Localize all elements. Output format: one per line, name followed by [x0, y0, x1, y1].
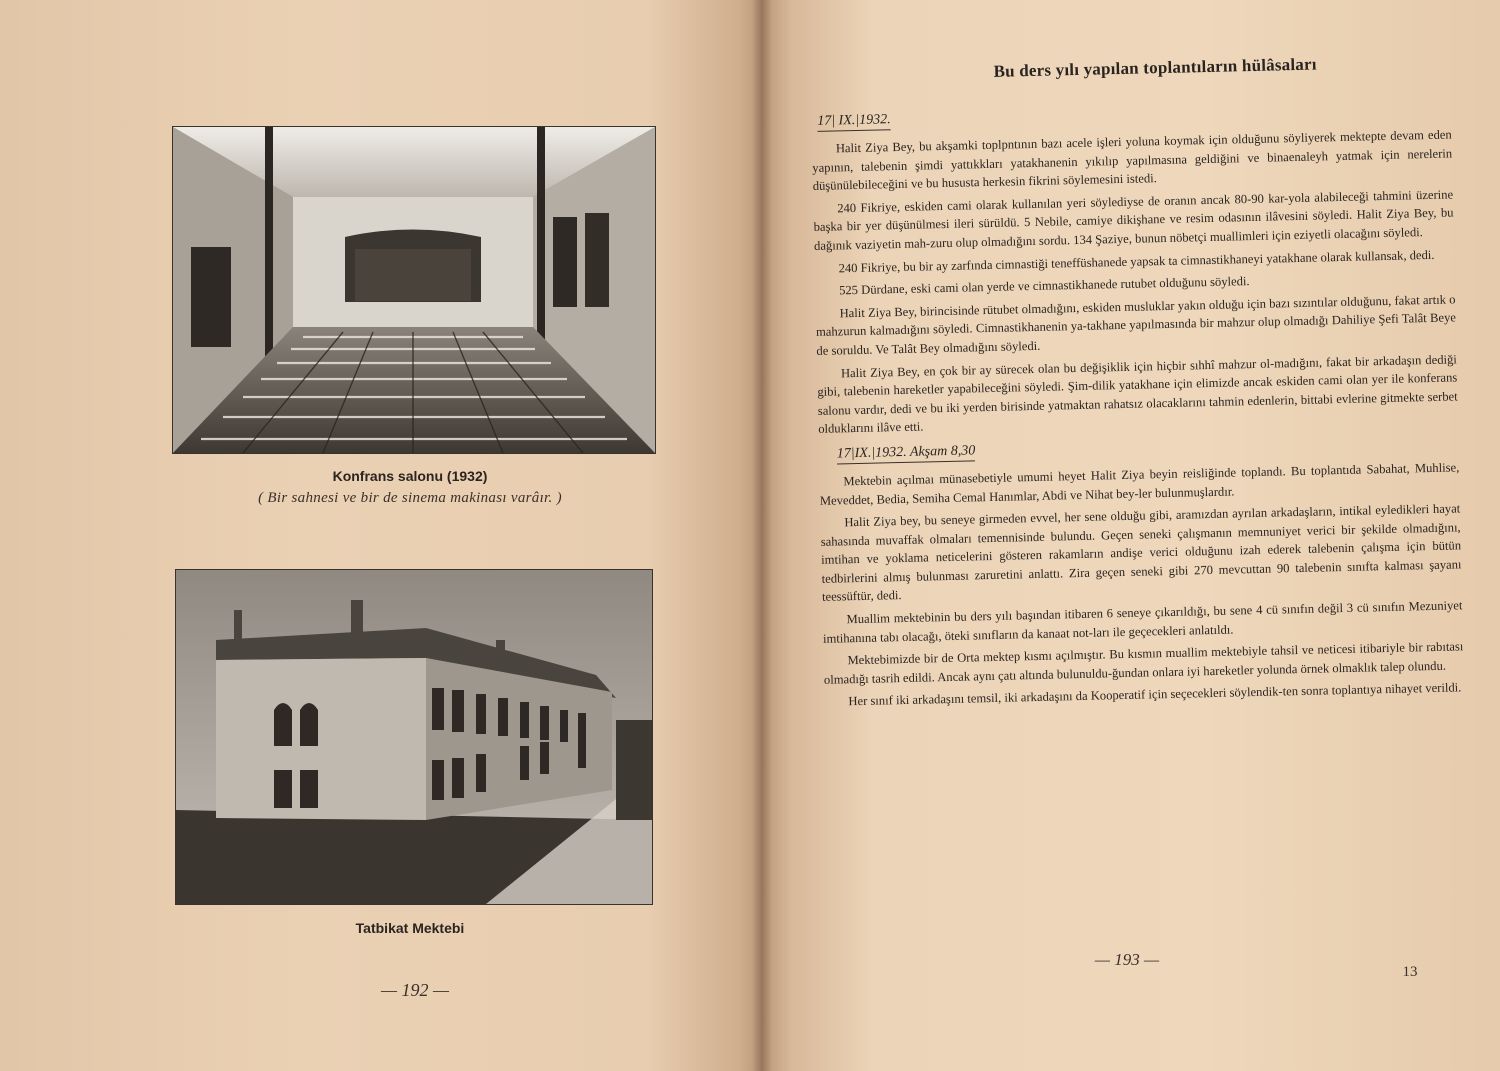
meeting-2-body: [819, 458, 1464, 712]
paragraph: Mektebin açılmaı münasebetiyle umumi heyet Halit Ziya beyin reisliğinde toplandı. Bu toplantıda Sabahat, Muhlise, Meveddet, Bedia, Semiha Cemal Hanımlar, Abdi ve Nihat bey-ler bulunmuşlardır.: [819, 460, 1460, 508]
page-number-left: — 192 —: [380, 980, 449, 1000]
paragraph: Halit Ziya Bey, en çok bir ay sürecek olan bu değişiklik için hiçbir sıhhî mahzur ol-madığını, fakat bir arkadaşın dediği gibi, talebenin hareketler yapabileceğini söyledi. Şim-dilik yatakhane için elimizde ancak eskiden cami olan yer ile konferans salonu vardır, dedi ve bu iki yerden birisinde yatmaktan rahatsız olacaklarını tahmin edenlerin, bittabi evlerine gitmekte serbet olduklarını ilâve etti.: [817, 351, 1458, 437]
meeting-1-body: [812, 125, 1459, 438]
book-gutter: [752, 0, 772, 1071]
paragraph: Her sınıf iki arkadaşını temsil, iki arkadaşını da Kooperatif için seçecekleri söylendik-ten sonra toplantıya nihayet verildi.: [848, 680, 1462, 709]
conference-hall-subcaption: ( Bir sahnesi ve bir de sinema makinası varâır. ): [258, 490, 562, 506]
page-heading: Bu ders yılı yapılan toplantıların hülâsaları: [993, 54, 1317, 81]
school-building-photo: [175, 569, 653, 905]
paragraph: Halit Ziya Bey, birincisinde rütubet olmadığını, eskiden musluklar yakın olduğu için bazı sızıntılar olduğunu, fakat artık o mahzurun kalmadığını söyledi. Cimnastikhanenin ya-takhane yapılmasında bir mahzur olup olmadığı Dahiliye Şefi Talât Beye de soruldu. Ve Talât Bey olmadığını söyledi.: [815, 292, 1457, 358]
paragraph: Muallim mektebinin bu ders yılı başından itibaren 6 seneye çıkarıldığı, bu sene 4 cü sınıfın değil 3 cü sınıfın Mezuniyet imtihanına tabı olacağı, öteki sınıfların da kanaat not-ları ile geçecekleri anlatıldı.: [822, 598, 1463, 646]
minutes-text-block: [810, 51, 1465, 715]
right-page: [762, 0, 1500, 1071]
conference-hall-photo: [172, 126, 656, 454]
meeting-date-2: 17|IX.|1932. Akşam 8,30: [837, 443, 976, 464]
paragraph: Halit Ziya bey, bu seneye girmeden evvel, her sene olduğu gibi, aramızdan ayrılan arkadaşların, intikal eyledikleri hayat sahasında muvaffak olmaları temennisinde bulundu. Geçen seneki çalışmanın memnuniyet verici bir şekilde olmadığını, imtihan ve yoklama neticelerini gösteren rakamların andişe verici olduğunu izah ederek talebenin çalışma için bütün tedbirlerini almış bulunması zaruretini anlattı. Zira geçen seneki gibi 270 mevcuttan 90 talebenin sınıfta kalması şayanı teessüftür, dedi.: [820, 501, 1462, 605]
page-number-right: — 193 —: [1094, 950, 1160, 969]
conference-hall-caption: Konfrans salonu (1932): [332, 468, 488, 484]
paragraph: 240 Fikriye, bu bir ay zarfında cimnastiği teneffüshanede yapsak ta cimnastikhaneyi yatakhane olarak kullansak, dedi.: [838, 247, 1435, 275]
sheet-number: 13: [1402, 964, 1418, 980]
meeting-date-1: 17| IX.|1932.: [817, 112, 891, 132]
paragraph: 525 Dürdane, eski cami olan yerde ve cimnastikhanede rutubet olduğunu söyledi.: [838, 274, 1250, 298]
paragraph: 240 Fikriye, eskiden cami olarak kullanılan yeri söylediyse de oranın ancak 80-90 kar-yola alabileceği tahmini üzerine başka bir yer düşünülmesi ileri sürüldü. 5 Nebile, camiye dikişhane ve resim odasının ilâvesini söyledi. Halit Ziya Bey, bu dağınık vaziyetin mah-zuru olup olmadığını sordu. 134 Şaziye, bunun nöbetçi muallimleri için eziyetli olacağını söyledi.: [813, 187, 1454, 253]
paragraph: Halit Ziya Bey, bu akşamki toplpntının bazı acele işleri yoluna koymak için olduğunu söyliyerek mektepte devam eden yapının, talebenin şimdi yattıkkları yatakhanenin yıkılıp yapılmasına geldiğini ve binaenaleyh yatmak için nerelerin düşünülebileceğini ve bu hususta herkesin fikrini söylemesini istedi.: [812, 127, 1453, 194]
paragraph: Mektebimizde bir de Orta mektep kısmı açılmıştır. Bu kısmın muallim mektebiyle tahsil ve neticesi itibariyle bir rabıtası olmadığı tasrih edildi. Ancak aynı çatı altında bulunuldu-ğundan onlara iyi hareketler yolunda örnek olmaklık talep olundu.: [823, 639, 1464, 687]
school-building-caption: Tatbikat Mektebi: [355, 920, 465, 936]
conference-hall-image: [173, 127, 655, 453]
school-building-image: [176, 570, 652, 904]
